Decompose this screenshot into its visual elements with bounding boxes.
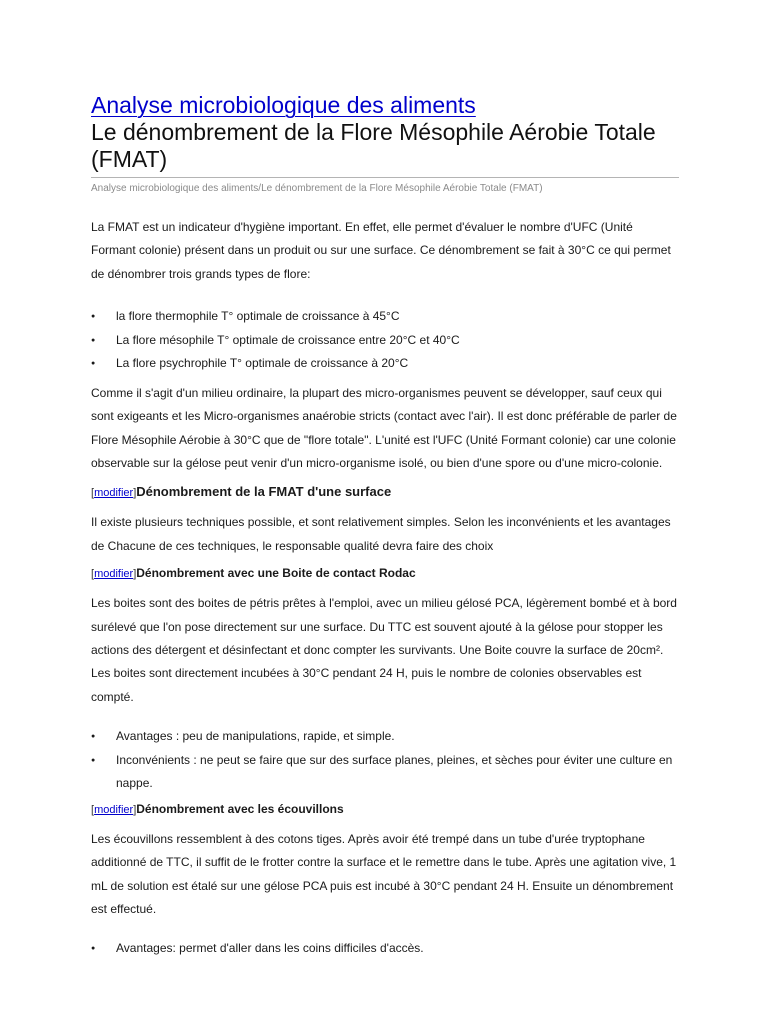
list-item: ● Avantages : peu de manipulations, rapide, et simple. [91, 725, 679, 749]
rodac-paragraph: Les boites sont des boites de pétris prêtes à l'emploi, avec un milieu gélosé PCA, légèrement bombé et à bord surélevé que l'on pose directement sur une surface. Du TTC est souvent ajouté à la gélose pour stopper les actions des détergent et désinfectant et donc compter les survivants. Une Boite couvre la surface de 20cm². Les boites sont directement incubées à 30°C pendant 24 H, puis le nombre de colonies observables est compté. [91, 596, 677, 704]
swabs-pros-list [91, 937, 679, 961]
edit-link-surface[interactable]: modifier [94, 487, 134, 500]
section-heading-surface [91, 481, 679, 504]
section-heading-swabs [91, 798, 679, 821]
rodac-pros-cons-list [91, 725, 679, 796]
intro-paragraph: La FMAT est un indicateur d'hygiène important. En effet, elle permet d'évaluer le nombre d'UFC (Unité Formant colonie) présent dans un produit ou sur une surface. Ce dénombrement se fait à 30°C ce qui permet de dénombrer trois grands types de flore: [91, 220, 671, 281]
list-item: ● Avantages: permet d'aller dans les coins difficiles d'accès. [91, 937, 679, 961]
swabs-paragraph: Les écouvillons ressemblent à des cotons tiges. Après avoir été trempé dans un tube d'urée tryptophane additionné de TTC, il suffit de le frotter contre la surface et le remettre dans le tube. Après une agitation vive, 1 mL de solution est étalé sur une gélose PCA puis est incubé à 30°C pendant 24 H. Ensuite un dénombrement est effectué. [91, 831, 677, 916]
list-item: ● la flore thermophile T° optimale de croissance à 45°C [91, 305, 679, 329]
list-item: ● La flore psychrophile T° optimale de croissance à 20°C [91, 352, 679, 376]
title-category-link[interactable]: Analyse microbiologique des aliments [91, 92, 476, 118]
section-heading-text: Dénombrement avec une Boite de contact Rodac [136, 566, 416, 581]
section-heading-text: Dénombrement de la FMAT d'une surface [136, 484, 392, 500]
edit-bracket: [modifier] [91, 487, 137, 500]
list-item: ● Inconvénients : ne peut se faire que sur des surface planes, pleines, et sèches pour éviter une culture en nappe. [91, 749, 679, 796]
flora-types-list [91, 305, 679, 376]
edit-bracket: [modifier] [91, 568, 137, 581]
title-divider [91, 177, 679, 178]
edit-link-rodac[interactable]: modifier [94, 568, 134, 581]
surface-paragraph: Il existe plusieurs techniques possible, et sont relativement simples. Selon les inconvénients et les avantages de Chacune de ces techniques, le responsable qualité devra faire des choix [91, 515, 671, 553]
edit-bracket: [modifier] [91, 803, 137, 816]
list-item: ● La flore mésophile T° optimale de croissance entre 20°C et 40°C [91, 329, 679, 353]
flora-paragraph: Comme il s'agit d'un milieu ordinaire, la plupart des micro-organismes peuvent se développer, sauf ceux qui sont exigeants et les Micro-organismes anaérobie stricts (contact avec l'air). Il est donc préférable de parler de Flore Mésophile Aérobie à 30°C que de "flore totale". L'unité est l'UFC (Unité Formant colonie) car une colonie observable sur la gélose peut venir d'un micro-organisme isolé, ou bien d'une spore ou d'une micro-colonie. [91, 385, 677, 470]
section-heading-rodac [91, 562, 679, 585]
document-page [91, 92, 679, 961]
page-title: Le dénombrement de la Flore Mésophile Aérobie Totale (FMAT) [91, 119, 656, 172]
section-heading-text: Dénombrement avec les écouvillons [136, 801, 344, 816]
breadcrumb: Analyse microbiologique des aliments/Le dénombrement de la Flore Mésophile Aérobie Totale (FMAT) [91, 183, 543, 194]
edit-link-swabs[interactable]: modifier [94, 803, 134, 816]
